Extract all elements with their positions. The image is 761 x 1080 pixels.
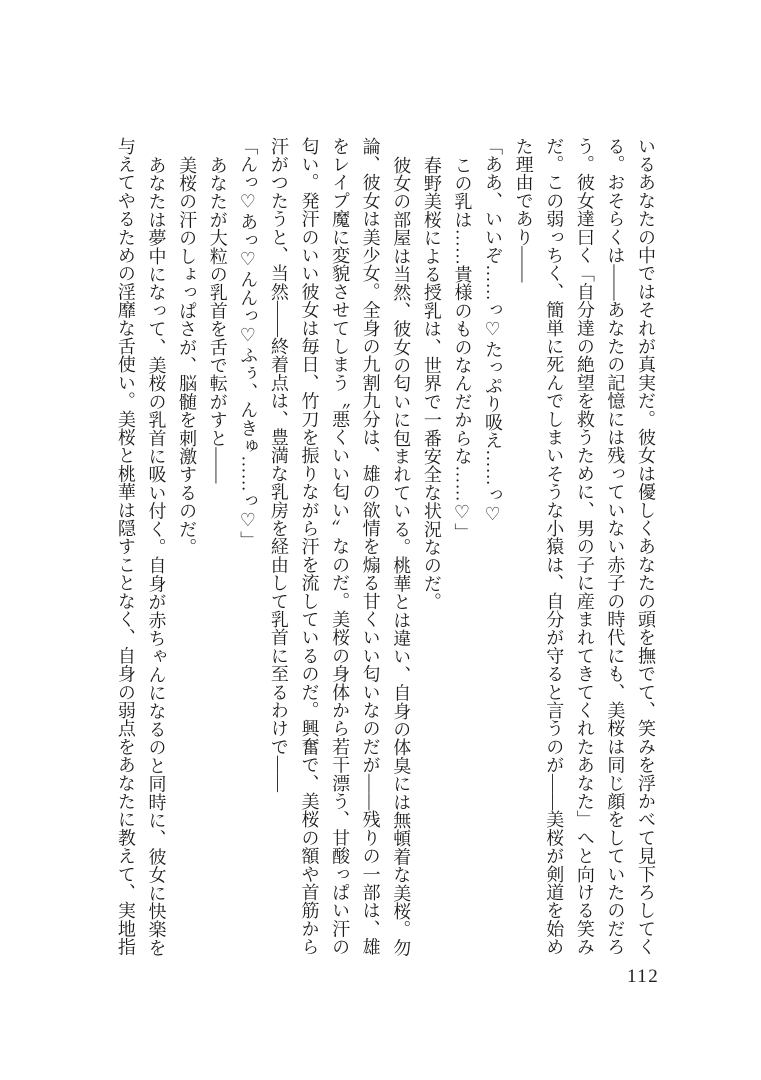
text-line: た理由であり―― [513,137,534,283]
text-line: 美桜の汗のしょっぱさが、脳髄を刺激するのだ。 [177,155,198,556]
text-line: 「んっ♡あっ♡んんっ♡ふぅ、んきゅ……っ♡」 [238,137,259,550]
text-line: だ。この弱っちく、簡単に死んでしまいそうな小猿は、自分が守ると言うのが――美桜が剣道を始め [544,137,565,956]
text-line: あなたが大粒の乳首を舌で転がすと―― [207,155,228,484]
text-line: 与えてやるための淫靡な舌使い。美桜と桃華は隠すことなく、自身の弱点をあなたに教えて、実地指 [115,137,136,956]
text-line: この乳は……貴様のものなんだからな……♡」 [452,155,473,541]
text-line: をレイプ魔に変貌させてしまう〝悪くいい匂い〟なのだ。美桜の身体から若干漂う、甘酸っぱい汗の [330,137,351,956]
page-number: 112 [627,966,660,987]
text-line: う。彼女達曰く「自分達の絶望を救うために、男の子に産まれてきてくれたあなた」へと向ける笑み [574,137,595,956]
vertical-text-block [110,137,661,957]
text-line: 「ああ、いいぞ……っ♡たっぷり吸え……っ♡ [483,137,504,526]
text-line: 彼女の部屋は当然、彼女の匂いに包まれている。桃華とは違い、自身の体臭には無頓着な美桜。勿 [391,155,412,957]
text-line: 汗がつたうと、当然――終着点は、豊満な乳房を経由して乳首に至るわけで―― [268,137,289,793]
text-line: いるあなたの中ではそれが真実だ。彼女は優しくあなたの頭を撫でて、笑みを浮かべて見下ろしてく [636,137,656,956]
text-line: る。おそらくは――あなたの記憶には残っていない赤子の時代にも、美桜は同じ顔をしていたのだろ [605,137,626,956]
text-line: 匂い。発汗のいい彼女は毎日、竹刀を振りながら汗を流しているのだ。興奮で、美桜の額や首筋から [299,137,320,956]
text-line: 春野美桜による授乳は、世界で一番安全な状況なのだ。 [421,155,442,611]
text-line: 論、彼女は美少女。全身の九割九分は、雄の欲情を煽る甘くいい匂いなのだが――残りの一部は、雄 [360,137,381,956]
text-line: あなたは夢中になって、美桜の乳首に吸い付く。自身が赤ちゃんになるのと同時に、彼女に快楽を [146,155,167,957]
